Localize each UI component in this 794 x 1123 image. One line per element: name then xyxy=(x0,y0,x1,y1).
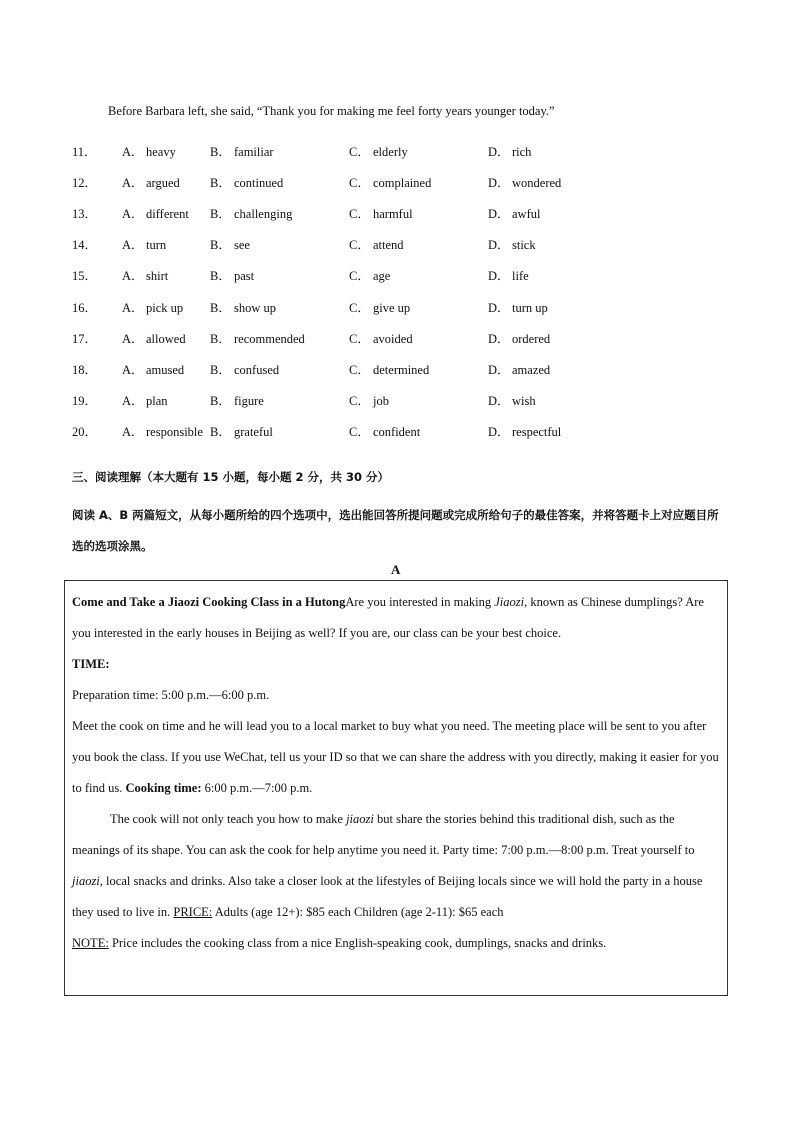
note-label: NOTE: xyxy=(72,936,109,950)
option-c: C． harmful xyxy=(349,206,413,221)
option-a: A． responsible xyxy=(122,425,203,440)
question-row xyxy=(72,385,692,416)
question-number: 15． xyxy=(72,269,98,284)
question-row xyxy=(72,166,692,197)
option-b: B． show up xyxy=(210,300,277,315)
option-b: B． challenging xyxy=(210,206,293,221)
question-number: 18． xyxy=(72,362,98,377)
option-a: A． argued xyxy=(122,175,180,190)
passage-closing-sentence: Before Barbara left, she said, “Thank you for making me feel forty years younger today.” xyxy=(108,104,555,118)
option-b: B． past xyxy=(210,269,255,284)
option-a: A． shirt xyxy=(122,269,169,284)
option-b: B． continued xyxy=(210,175,284,190)
question-row xyxy=(72,322,692,353)
passage-intro-paragraph: Come and Take a Jiaozi Cooking Class in a HutongAre you interested in making Jiaozi, known as Chinese dumplings? Are you interested in the early houses in Beijing as well? If you are, our class can be your best choice. xyxy=(72,595,704,640)
cloze-options xyxy=(72,135,692,447)
option-a: A． different xyxy=(122,206,189,221)
question-row xyxy=(72,353,692,384)
option-b: B． familiar xyxy=(210,144,274,159)
option-c: C． avoided xyxy=(349,331,413,346)
question-row xyxy=(72,229,692,260)
question-row xyxy=(72,416,692,447)
question-number: 16． xyxy=(72,300,98,315)
option-c: C． job xyxy=(349,394,389,409)
option-d: D． stick xyxy=(488,238,536,253)
option-a: A． pick up xyxy=(122,300,184,315)
question-number: 12． xyxy=(72,175,98,190)
option-a: A． amused xyxy=(122,362,185,377)
option-b: B． recommended xyxy=(210,331,305,346)
question-row xyxy=(72,260,692,291)
option-b: B． see xyxy=(210,238,250,253)
passage-body xyxy=(72,587,724,959)
option-a: A． allowed xyxy=(122,331,186,346)
option-d: D． wish xyxy=(488,394,536,409)
time-label: TIME: xyxy=(72,657,110,671)
option-c: C． complained xyxy=(349,175,432,190)
option-a: A． heavy xyxy=(122,144,176,159)
option-d: D． rich xyxy=(488,144,532,159)
question-number: 17． xyxy=(72,331,98,346)
option-d: D． turn up xyxy=(488,300,548,315)
option-b: B． grateful xyxy=(210,425,273,440)
option-c: C． attend xyxy=(349,238,404,253)
preparation-paragraph: Meet the cook on time and he will lead you to a local market to buy what you need. The meeting place will be sent to you after you book the class. If you use WeChat, tell us your ID so that we can share the address with you directly, making it easier for you to find us. Cooking time: 6:00 p.m.—7:00 p.m. xyxy=(72,719,719,795)
question-number: 19． xyxy=(72,394,98,409)
question-row xyxy=(72,197,692,228)
cooking-paragraph: The cook will not only teach you how to make jiaozi but share the stories behind this traditional dish, such as the meanings of its shape. You can ask the cook for help anytime you need it. Party time: 7:00 p.m.—8:00 p.m. Treat yourself to jiaozi, local snacks and drinks. Also take a closer look at the lifestyles of Beijing locals since we will hold the party in a house they used to live in. PRICE: Adults (age 12+): $85 each Children (age 2-11): $65 each xyxy=(72,812,703,919)
option-d: D． awful xyxy=(488,206,541,221)
cooking-time-label: Cooking time: xyxy=(125,781,202,795)
option-a: A． turn xyxy=(122,238,167,253)
option-a: A． plan xyxy=(122,394,168,409)
option-d: D． wondered xyxy=(488,175,562,190)
question-number: 13． xyxy=(72,206,98,221)
passage-box xyxy=(64,580,728,996)
preparation-time: Preparation time: 5:00 p.m.—6:00 p.m. xyxy=(72,688,270,702)
question-row xyxy=(72,135,692,166)
section-instruction: 阅读 A、B 两篇短文，从每小题所给的四个选项中，选出能回答所提问题或完成所给句子的最佳答案，并将答题卡上对应题目所选的选项涂黑。 xyxy=(72,508,719,553)
option-c: C． determined xyxy=(349,362,430,377)
option-c: C． age xyxy=(349,269,391,284)
passage-title: Come and Take a Jiaozi Cooking Class in a Hutong xyxy=(72,595,346,609)
option-d: D． respectful xyxy=(488,425,562,440)
question-number: 20． xyxy=(72,425,98,440)
option-b: B． figure xyxy=(210,394,264,409)
option-b: B． confused xyxy=(210,362,280,377)
option-d: D． amazed xyxy=(488,362,551,377)
option-c: C． elderly xyxy=(349,144,408,159)
question-row xyxy=(72,291,692,322)
option-d: D． life xyxy=(488,269,529,284)
option-d: D． ordered xyxy=(488,331,551,346)
price-label: PRICE: xyxy=(173,905,213,919)
option-c: C． give up xyxy=(349,300,411,315)
question-number: 14． xyxy=(72,238,98,253)
section-heading: 三、阅读理解（本大题有 15 小题，每小题 2 分，共 30 分） xyxy=(72,470,390,484)
passage-label: A xyxy=(391,562,401,577)
question-number: 11． xyxy=(72,144,97,159)
option-c: C． confident xyxy=(349,425,421,440)
note-paragraph: NOTE: Price includes the cooking class from a nice English-speaking cook, dumplings, snacks and drinks. xyxy=(72,936,607,950)
